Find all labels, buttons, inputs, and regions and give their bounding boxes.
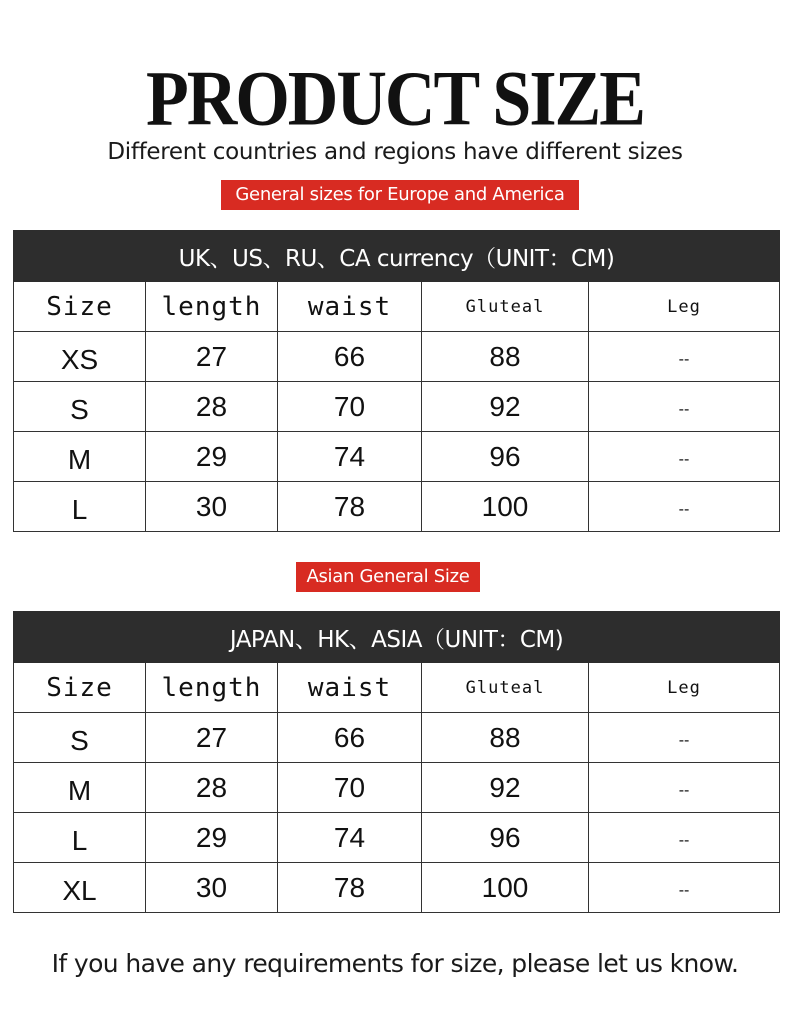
leg-cell: -- [589, 713, 780, 763]
table-header-row [14, 231, 780, 282]
column-header-gluteal: Gluteal [422, 282, 589, 332]
column-header-row [14, 282, 780, 332]
table-row [14, 713, 780, 763]
column-header-leg: Leg [589, 663, 780, 713]
size-cell: M [14, 763, 146, 813]
column-header-leg: Leg [589, 282, 780, 332]
footer-note: If you have any requirements for size, please let us know. [51, 949, 739, 978]
waist-cell: 74 [278, 432, 422, 482]
length-cell: 28 [146, 763, 278, 813]
table-row [14, 332, 780, 382]
gluteal-cell: 100 [422, 863, 589, 913]
table-title: UK、US、RU、CA currency（UNIT：CM) [14, 231, 780, 282]
leg-cell: -- [589, 763, 780, 813]
waist-cell: 66 [278, 332, 422, 382]
table-row [14, 863, 780, 913]
leg-cell: -- [589, 382, 780, 432]
waist-cell: 70 [278, 763, 422, 813]
region-badge-europe-america: General sizes for Europe and America [221, 180, 579, 210]
size-table-asia [13, 611, 780, 913]
leg-cell: -- [589, 332, 780, 382]
size-cell: L [14, 813, 146, 863]
waist-cell: 66 [278, 713, 422, 763]
table-row [14, 432, 780, 482]
page-title: PRODUCT SIZE [146, 56, 644, 143]
table-header-row [14, 612, 780, 663]
gluteal-cell: 96 [422, 813, 589, 863]
length-cell: 29 [146, 432, 278, 482]
column-header-size: Size [14, 282, 146, 332]
size-table-europe-america [13, 230, 780, 532]
table-row [14, 763, 780, 813]
column-header-waist: waist [278, 663, 422, 713]
length-cell: 28 [146, 382, 278, 432]
leg-cell: -- [589, 432, 780, 482]
column-header-waist: waist [278, 282, 422, 332]
length-cell: 30 [146, 482, 278, 532]
size-cell: S [14, 713, 146, 763]
gluteal-cell: 92 [422, 382, 589, 432]
column-header-row [14, 663, 780, 713]
size-cell: XS [14, 332, 146, 382]
column-header-gluteal: Gluteal [422, 663, 589, 713]
page-subtitle: Different countries and regions have different sizes [107, 139, 683, 165]
size-cell: S [14, 382, 146, 432]
gluteal-cell: 100 [422, 482, 589, 532]
gluteal-cell: 88 [422, 713, 589, 763]
table-row [14, 482, 780, 532]
gluteal-cell: 88 [422, 332, 589, 382]
gluteal-cell: 96 [422, 432, 589, 482]
table-title: JAPAN、HK、ASIA（UNIT：CM) [14, 612, 780, 663]
waist-cell: 74 [278, 813, 422, 863]
region-badge-asia: Asian General Size [296, 562, 480, 592]
waist-cell: 70 [278, 382, 422, 432]
column-header-length: length [146, 663, 278, 713]
waist-cell: 78 [278, 482, 422, 532]
length-cell: 29 [146, 813, 278, 863]
length-cell: 27 [146, 713, 278, 763]
leg-cell: -- [589, 813, 780, 863]
column-header-length: length [146, 282, 278, 332]
table-row [14, 382, 780, 432]
leg-cell: -- [589, 863, 780, 913]
waist-cell: 78 [278, 863, 422, 913]
length-cell: 27 [146, 332, 278, 382]
column-header-size: Size [14, 663, 146, 713]
leg-cell: -- [589, 482, 780, 532]
gluteal-cell: 92 [422, 763, 589, 813]
table-row [14, 813, 780, 863]
size-cell: XL [14, 863, 146, 913]
size-cell: M [14, 432, 146, 482]
length-cell: 30 [146, 863, 278, 913]
size-cell: L [14, 482, 146, 532]
